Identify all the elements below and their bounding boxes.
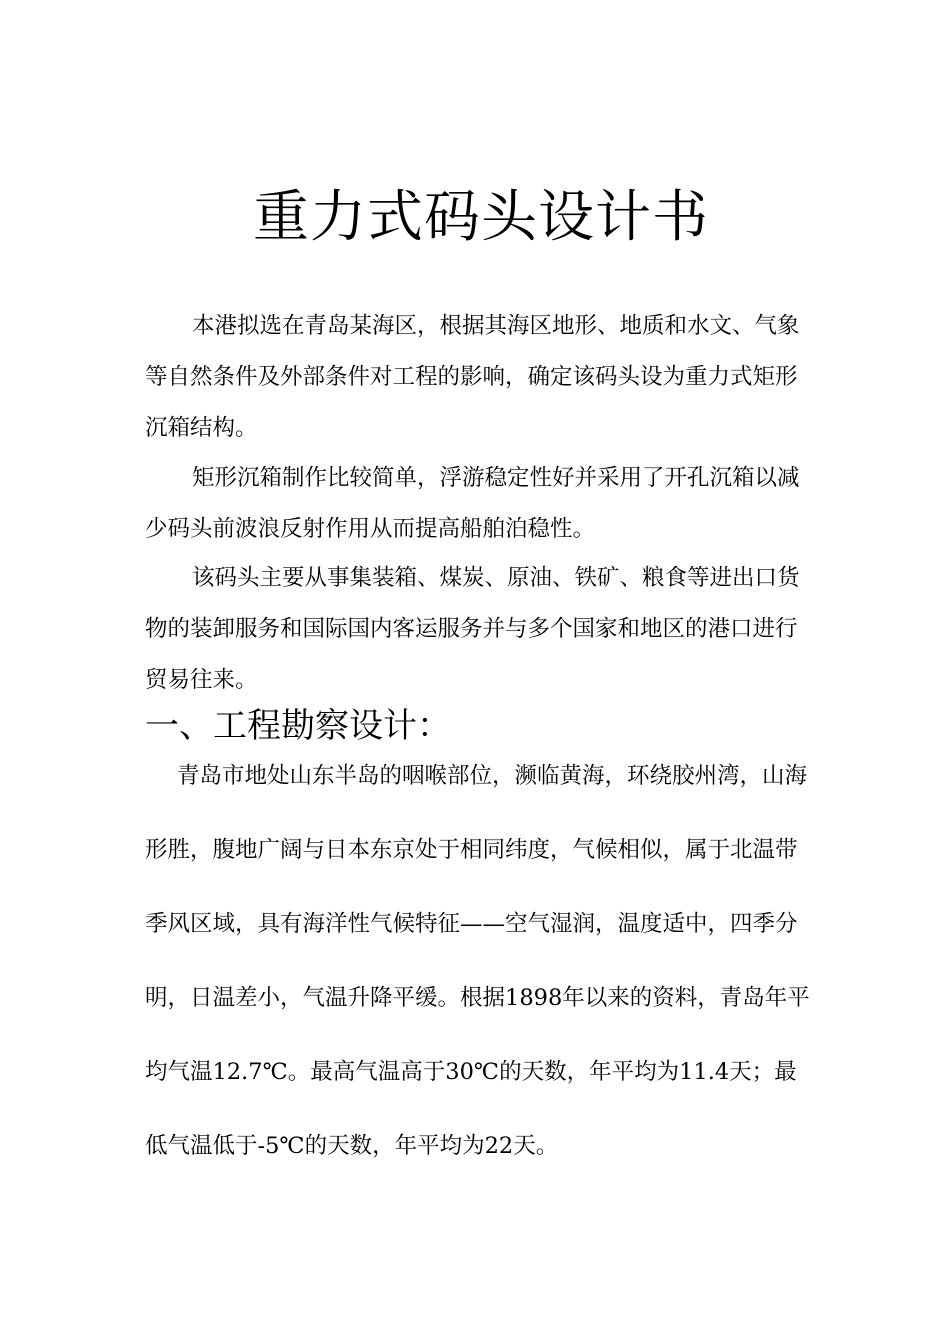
document-title: 重力式码头设计书 [253,185,709,250]
intro-paragraph-3: 该码头主要从事集装箱、煤炭、原油、铁矿、粮食等进出口货物的装卸服务和国际国内客运服务并与多个国家和地区的港口进行贸易往来。 [145,565,800,693]
intro-paragraph-2: 矩形沉箱制作比较简单，浮游稳定性好并采用了开孔沉箱以减少码头前波浪反射作用从而提高船舶泊稳性。 [145,465,800,542]
intro-paragraph-1: 本港拟选在青岛某海区，根据其海区地形、地质和水文、气象等自然条件及外部条件对工程的影响，确定该码头设为重力式矩形沉箱结构。 [145,313,800,441]
section-heading-engineering-survey: 一、工程勘察设计： [145,706,451,746]
section-1-paragraph: 青岛市地处山东半岛的咽喉部位，濒临黄海，环绕胶州湾，山海形胜，腹地广阔与日本东京处于相同纬度，气候相似，属于北温带季风区域，具有海洋性气候特征——空气湿润，温度适中，四季分明，日温差小，气温升降平缓。根据1898年以来的资料，青岛年平均气温12.7℃。最高气温高于30℃的天数，年平均为11.4天；最低气温低于-5℃的天数，年平均为22天。 [145,763,810,1159]
